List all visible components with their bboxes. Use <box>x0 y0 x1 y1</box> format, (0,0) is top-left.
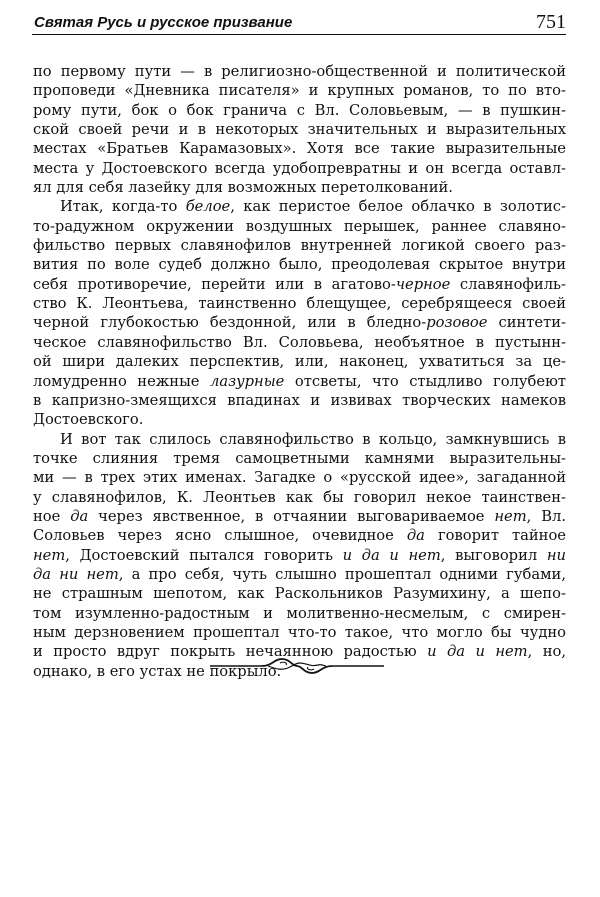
text-line: вития по воле судеб должно было, преодолевая скрытое внутри <box>33 256 566 274</box>
paragraph <box>33 430 566 681</box>
text-line: ломудренно нежные лазурные отсветы, что стыдливо голубеют <box>33 372 566 390</box>
text-line: по первому пути — в религиозно-общественной и политической <box>33 63 566 80</box>
text-line: однако, в его устах не покрыло. <box>33 662 282 680</box>
text-line: ное да через явственное, в отчаянии выговариваемое нет, Вл. <box>33 507 566 525</box>
text-line: том изумленно-радостным и молитвенно-несмелым, с смирен- <box>33 604 566 622</box>
text-line: себя противоречие, перейти или в агатово-черное славянофиль- <box>33 275 566 293</box>
text-line: рому пути, бок о бок гранича с Вл. Соловьевым, — в пушкин- <box>33 101 566 119</box>
page-number: 751 <box>536 11 566 33</box>
text-line: ской своей речи и в некоторых значительных и выразительных <box>33 121 566 139</box>
text-line: ми — в трех этих именах. Загадке о «русской идее», загаданной <box>33 469 566 487</box>
flourish-divider-icon <box>210 655 384 677</box>
text-line: местах «Братьев Карамазовых». Хотя все такие выразительные <box>33 140 566 158</box>
text-line: места у Достоевского всегда удобопревратны и он всегда оставл- <box>33 159 566 177</box>
text-line: Достоевского. <box>33 411 144 429</box>
text-line: да ни нет, а про себя, чуть слышно прошептал одними губами, <box>33 565 566 583</box>
text-line: фильство первых славянофилов внутренней логикой своего раз- <box>33 237 566 255</box>
text-line: то-радужном окружении воздушных перышек, раннее славяно- <box>33 217 566 235</box>
text-line: И вот так слилось славянофильство в кольцо, замкнувшись в <box>60 430 566 448</box>
text-line: черной глубокостью бездонной, или в бледно-розовое синтети- <box>33 314 567 332</box>
paragraph <box>33 62 566 197</box>
running-title: Святая Русь и русское призвание <box>34 14 293 31</box>
text-line: не страшным шепотом, как Раскольников Разумихину, а шепо- <box>33 585 566 603</box>
text-line: точке слияния тремя самоцветными камнями выразительны- <box>33 449 566 467</box>
text-line: ческое славянофильство Вл. Соловьева, необъятное в пустынн- <box>33 333 566 351</box>
text-line: ным дерзновением прошептал что-то такое, что могло бы чудно <box>33 623 566 641</box>
text-line: и просто вдруг покрыть нечаянною радостью и да и нет, но, <box>33 643 566 661</box>
text-line: ство К. Леонтьева, таинственно блещущее, серебрящееся своей <box>33 295 566 313</box>
text-line: ой шири далеких перспектив, или, наконец, ухватиться за це- <box>33 353 566 371</box>
running-header <box>32 10 566 35</box>
body-text <box>33 62 566 681</box>
text-line: в капризно-змеящихся впадинах и извивах творческих намеков <box>33 391 566 409</box>
text-line: Итак, когда-то белое, как перистое белое облачко в золотис- <box>60 198 566 216</box>
text-line: ял для себя лазейку для возможных перетолкований. <box>33 179 453 197</box>
text-line: Соловьев через ясно слышное, очевидное да говорит тайное <box>33 527 566 545</box>
text-line: нет, Достоевский пытался говорить и да и нет, выговорил ни <box>33 546 566 564</box>
paragraph <box>33 197 566 429</box>
text-line: проповеди «Дневника писателя» и крупных романов, то по вто- <box>33 82 566 100</box>
text-line: у славянофилов, К. Леонтьев как бы говорил некое таинствен- <box>33 488 566 506</box>
